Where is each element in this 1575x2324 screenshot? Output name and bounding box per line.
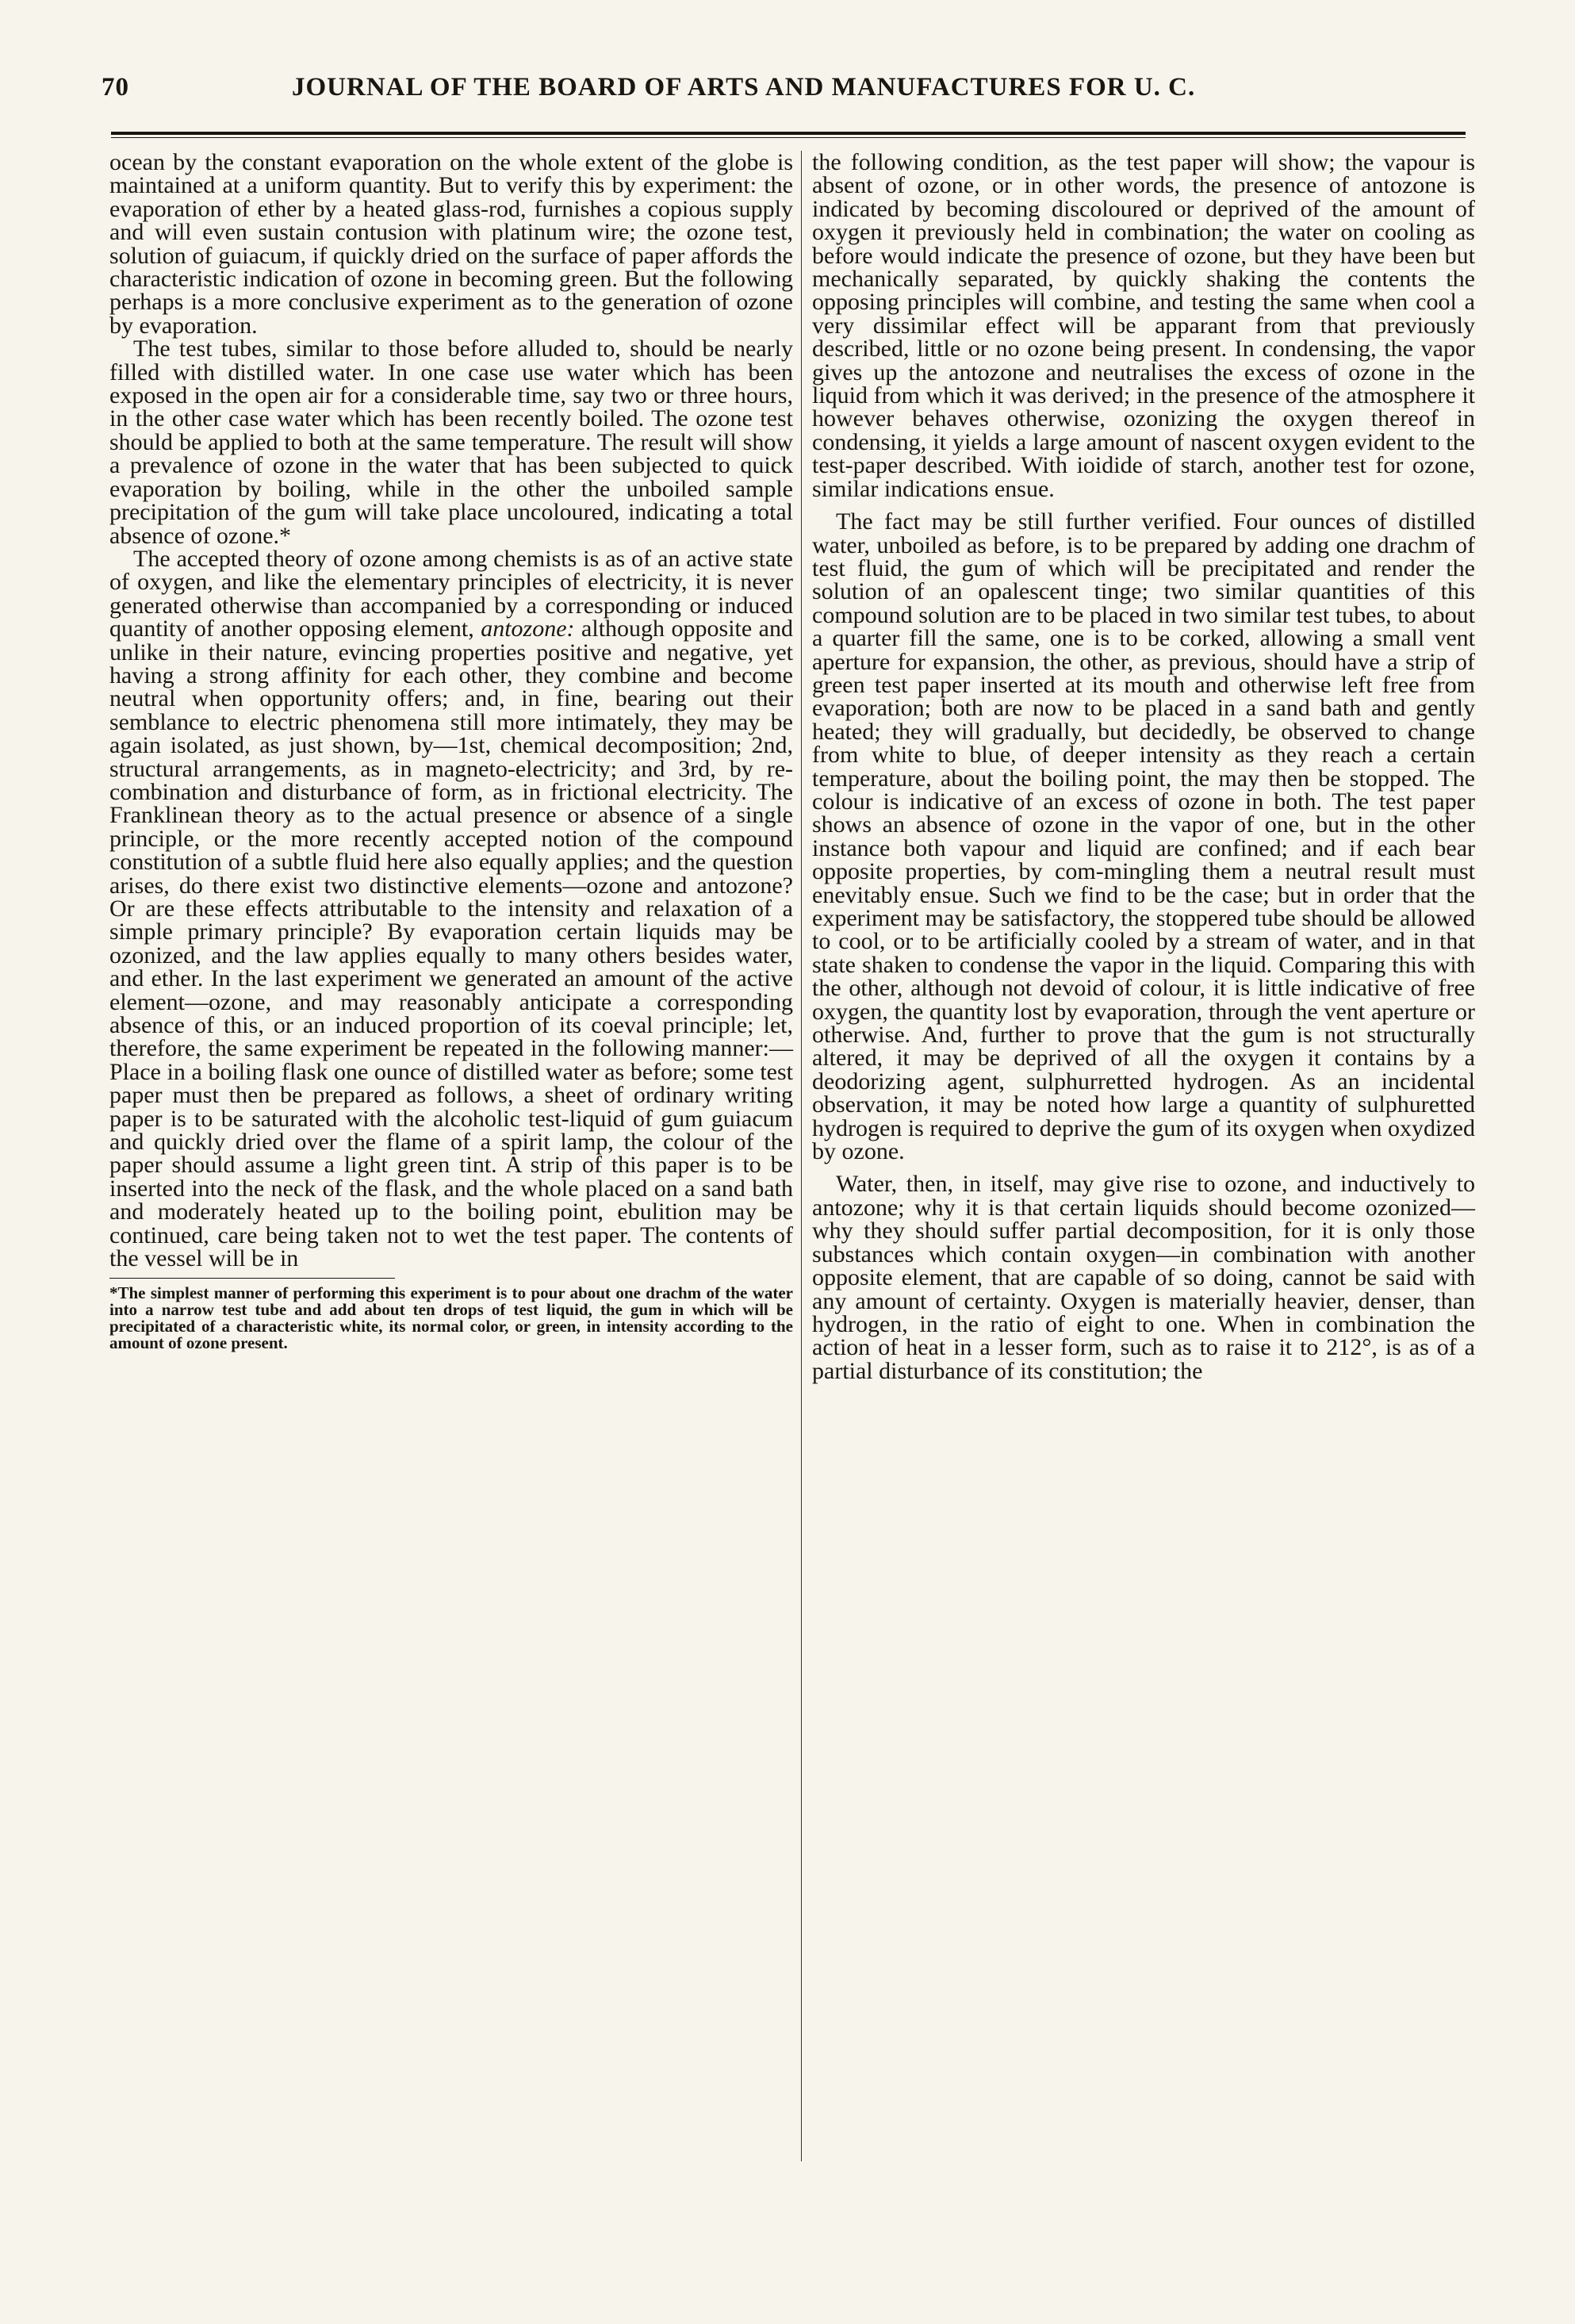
journal-title: JOURNAL OF THE BOARD OF ARTS AND MANUFACTURES FOR U. C.	[292, 73, 1196, 102]
left-paragraph-3	[109, 547, 793, 1271]
footnote: *The simplest manner of performing this experiment is to pour about one drachm of the water into a narrow test tube and add about ten drops of test liquid, the gum in which will be precipitated of a characteristic white, its normal color, or green, in intensity according to the amount of ozone present.	[109, 1283, 793, 1352]
page-number: 70	[102, 73, 129, 102]
right-paragraph-2: The fact may be still further verified. Four ounces of distilled water, unboiled as before, is to be prepared by adding one drachm of test fluid, the gum of which will be precipitated and render the solution of an opalescent tinge; two similar quantities of this compound solution are to be placed in two similar test tubes, to about a quarter fill the same, one is to be corked, allowing a small vent aperture for expansion, the other, as previous, should have a strip of green test paper inserted at its mouth and otherwise left free from evaporation; both are now to be placed in a sand bath and gently heated; they will gradually, but decidedly, be observed to change from white to blue, of deeper intensity as they reach a certain temperature, about the boiling point, the may then be stopped. The colour is indicative of an excess of ozone in both. The test paper shows an absence of ozone in the vapor of one, but in the other instance both vapour and liquid are confined; and if each bear opposite properties, by com-mingling them a neutral result must enevitably ensue. Such we find to be the case; but in order that the experiment may be satisfactory, the stoppered tube should be allowed to cool, or to be artificially cooled by a stream of water, and in that state shaken to condense the vapor in the liquid. Comparing this with the other, although not devoid of colour, it is little indicative of free oxygen, the quantity lost by evaporation, through the vent aperture or otherwise. And, further to prove that the gum is not structurally altered, it may be deprived of all the oxygen it contains by a deodorizing agent, sulphurretted hydrogen. As an incidental observation, it may be noted how large a quantity of sulphuretted hydrogen is required to deprive the gum of its oxygen when oxydized by ozone.	[812, 508, 1475, 1165]
left-paragraph-3-part-b: although opposite and unlike in their nature, evincing properties positive and negative, yet having a strong affinity for each other, they combine and become neutral when opportunity offers; and, in fine, bearing out their semblance to electric phenomena still more intimately, they may be again isolated, as just shown, by—1st, chemical decomposition; 2nd, structural arrangements, as in magneto-electricity; and 3rd, by re-combination and disturbance of form, as in frictional electricity. The Franklinean theory as to the actual presence or absence of a single principle, or the more recently accepted notion of the compound constitution of a subtle fluid here also equally applies; and the question arises, do there exist two distinctive elements—ozone and antozone? Or are these effects attributable to the intensity and relaxation of a simple primary principle? By evaporation certain liquids may be ozonized, and the law applies equally to many others besides water, and ether. In the last experiment we generated an amount of the active element—ozone, and may reasonably anticipate a corresponding absence of this, or an induced proportion of its coeval principle; let, therefore, the same experiment be repeated in the following manner:—Place in a boiling flask one ounce of distilled water as before; some test paper must then be prepared as follows, a sheet of ordinary writing paper is to be saturated with the alcoholic test-liquid of gum guiacum and quickly dried over the flame of a spirit lamp, the colour of the paper should assume a light green tint. A strip of this paper is to be inserted into the neck of the flask, and the whole placed on a sand bath and moderately heated up to the boiling point, ebulition may be continued, care being taken not to wet the test paper. The contents of the vessel will be in	[109, 616, 793, 1272]
left-column	[109, 151, 793, 2324]
left-paragraph-1: ocean by the constant evaporation on the whole extent of the globe is maintained at a uniform quantity. But to verify this by experiment: the evaporation of ether by a heated glass-rod, furnishes a copious supply and will even sustain contusion with platinum wire; the ozone test, solution of guiacum, if quickly dried on the surface of paper affords the characteristic indication of ozone in becoming green. But the following perhaps is a more conclusive experiment as to the generation of ozone by evaporation.	[109, 149, 793, 339]
footnote-rule	[109, 1278, 395, 1279]
right-column	[812, 151, 1475, 2324]
antozone-term: antozone:	[481, 616, 575, 642]
left-paragraph-3-part-a: The accepted theory of ozone among chemists is as of an active state of oxygen, and like the elementary principles of electricity, it is never generated otherwise than accompanied by a corresponding or induced quantity of another opposing element,	[109, 545, 793, 642]
running-head	[102, 73, 1467, 113]
right-paragraph-1: the following condition, as the test paper will show; the vapour is absent of ozone, or in other words, the presence of antozone is indicated by becoming discoloured or deprived of the amount of oxygen it previously held in combination; the water on cooling as before would indicate the presence of ozone, but they have been but mechanically separated, by quickly shaking the contents the opposing principles will combine, and testing the same when cool a very dissimilar effect will be apparant from that previously described, little or no ozone being present. In condensing, the vapor gives up the antozone and neutralises the excess of ozone in the liquid from which it was derived; in the presence of the atmosphere it however behaves otherwise, ozonizing the oxygen thereof in condensing, it yields a large amount of nascent oxygen evident to the test-paper described. With ioidide of starch, another test for ozone, similar indications ensue.	[812, 149, 1475, 502]
header-rule-thick	[111, 132, 1466, 135]
column-divider	[801, 151, 802, 2161]
left-paragraph-2: The test tubes, similar to those before alluded to, should be nearly filled with distilled water. In one case use water which has been exposed in the open air for a considerable time, say two or three hours, in the other case water which has been recently boiled. The ozone test should be applied to both at the same temperature. The result will show a prevalence of ozone in the water that has been subjected to quick evaporation by boiling, while in the other the unboiled sample precipitation of the gum will take place uncoloured, indicating a total absence of ozone.*	[109, 336, 793, 549]
header-rule-thin	[111, 137, 1466, 138]
right-paragraph-3: Water, then, in itself, may give rise to ozone, and inductively to antozone; why it is that certain liquids should become ozonized—why they should suffer partial decomposition, for it is only those substances which contain oxygen—in combination with another opposite element, that are capable of so doing, cannot be said with any amount of certainty. Oxygen is materially heavier, denser, than hydrogen, in the ratio of eight to one. When in combination the action of heat in a lesser form, such as to raise it to 212°, is as of a partial disturbance of its constitution; the	[812, 1171, 1475, 1384]
